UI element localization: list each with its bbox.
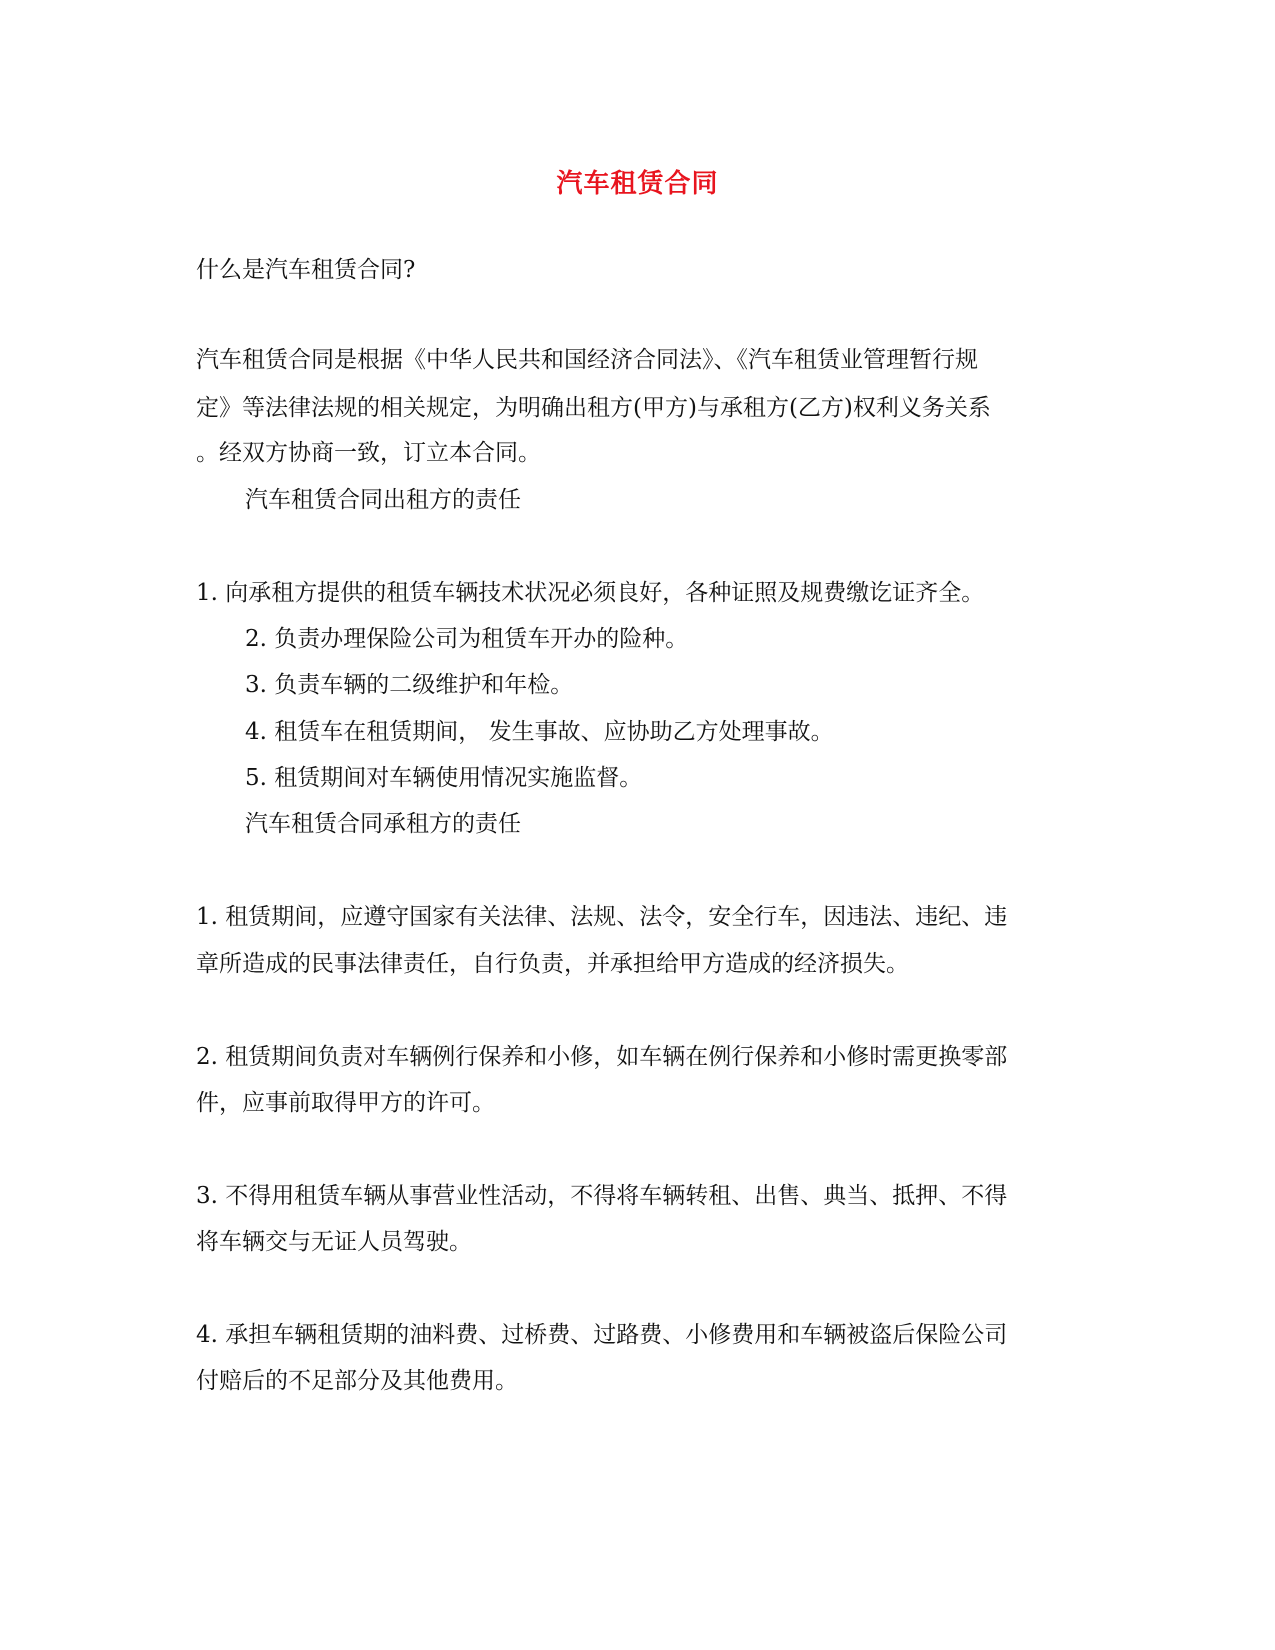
question-heading: 什么是汽车租赁合同? bbox=[196, 257, 416, 283]
document-title: 汽车租赁合同 bbox=[556, 169, 719, 199]
lessor-item-1: 1. 向承租方提供的租赁车辆技术状况必须良好，各种证照及规费缴讫证齐全。 bbox=[196, 580, 985, 606]
lessor-item-2: 2. 负责办理保险公司为租赁车开办的险种。 bbox=[245, 626, 689, 652]
intro-line-1: 汽车租赁合同是根据《中华人民共和国经济合同法》、《汽车租赁业管理暂行规 bbox=[196, 347, 978, 373]
lessee-item-2-line-2: 件，应事前取得甲方的许可。 bbox=[196, 1090, 495, 1116]
lessee-item-2-line-1: 2. 租赁期间负责对车辆例行保养和小修，如车辆在例行保养和小修时需更换零部 bbox=[196, 1044, 1008, 1070]
lessee-section-heading: 汽车租赁合同承租方的责任 bbox=[245, 811, 521, 837]
lessor-section-heading: 汽车租赁合同出租方的责任 bbox=[245, 487, 521, 513]
intro-line-3: 。经双方协商一致，订立本合同。 bbox=[196, 440, 541, 466]
lessor-item-3: 3. 负责车辆的二级维护和年检。 bbox=[245, 672, 574, 698]
lessee-item-4-line-1: 4. 承担车辆租赁期的油料费、过桥费、过路费、小修费用和车辆被盗后保险公司 bbox=[196, 1322, 1008, 1348]
lessor-item-5: 5. 租赁期间对车辆使用情况实施监督。 bbox=[245, 765, 643, 791]
lessee-item-1-line-2: 章所造成的民事法律责任，自行负责，并承担给甲方造成的经济损失。 bbox=[196, 951, 909, 977]
lessee-item-1-line-1: 1. 租赁期间，应遵守国家有关法律、法规、法令，安全行车，因违法、违纪、违 bbox=[196, 904, 1008, 930]
lessee-item-3-line-1: 3. 不得用租赁车辆从事营业性活动，不得将车辆转租、出售、典当、抵押、不得 bbox=[196, 1183, 1008, 1209]
intro-line-2: 定》等法律法规的相关规定，为明确出租方(甲方)与承租方(乙方)权利义务关系 bbox=[196, 395, 991, 421]
lessee-item-3-line-2: 将车辆交与无证人员驾驶。 bbox=[196, 1229, 472, 1255]
lessee-item-4-line-2: 付赔后的不足部分及其他费用。 bbox=[196, 1368, 518, 1394]
lessor-item-4: 4. 租赁车在租赁期间， 发生事故、应协助乙方处理事故。 bbox=[245, 719, 834, 745]
